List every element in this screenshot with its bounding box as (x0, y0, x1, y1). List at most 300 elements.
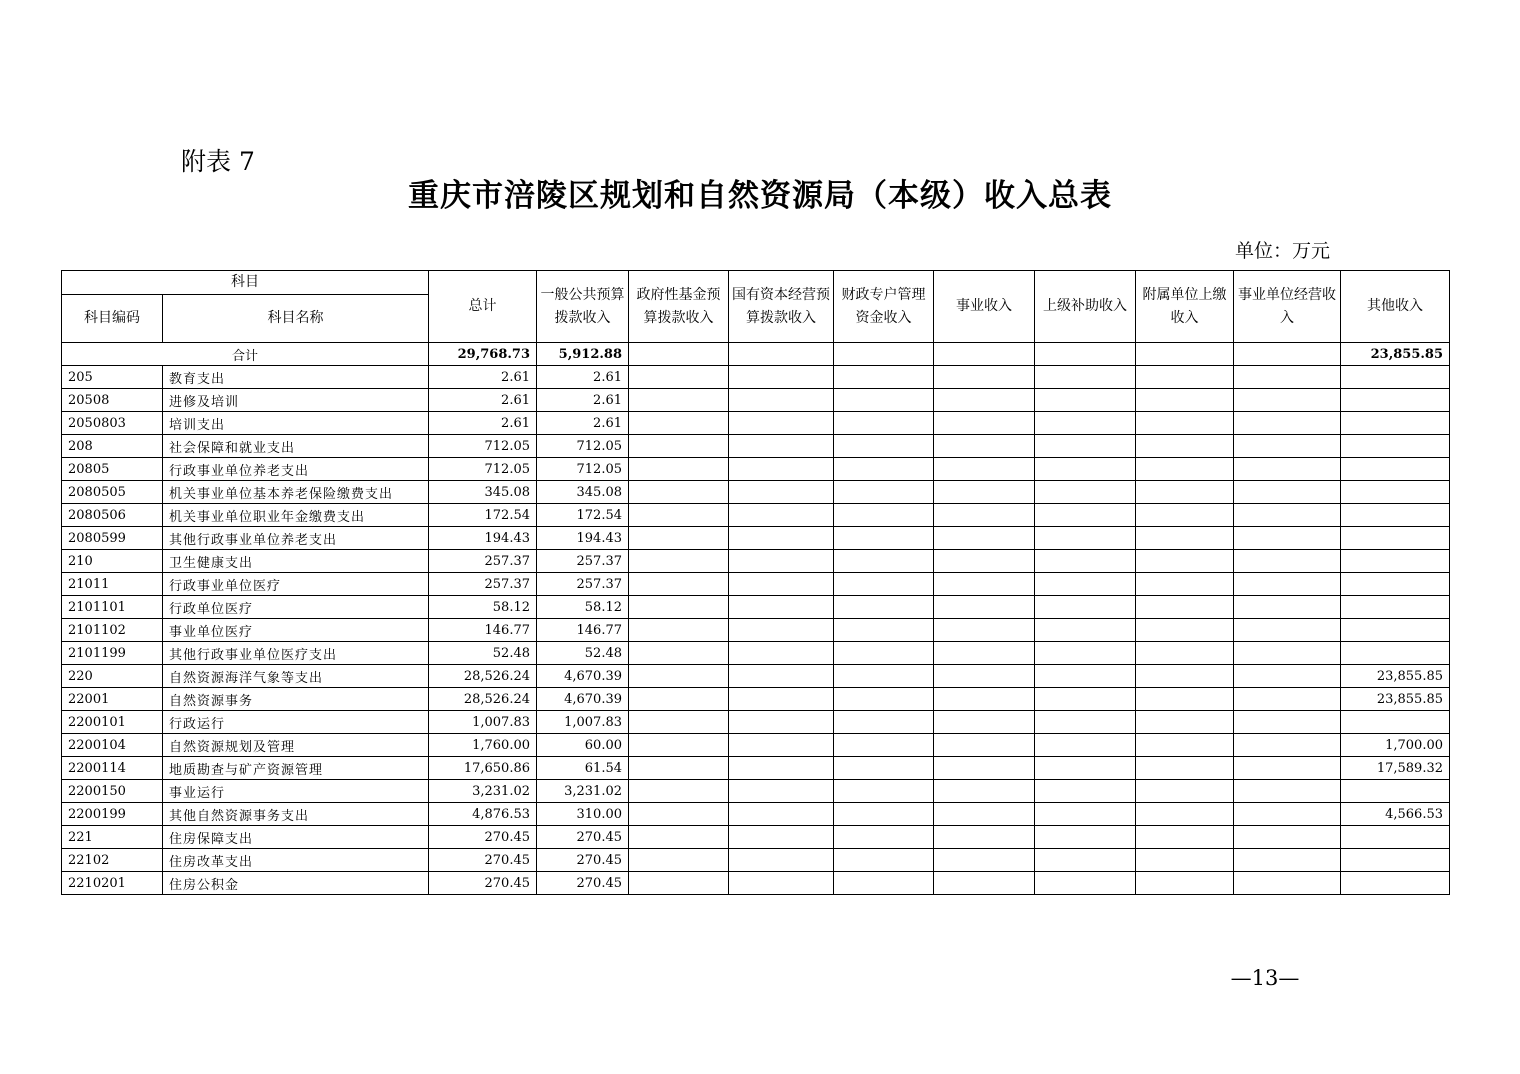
cell-state-capital (729, 688, 834, 711)
cell-state-capital (729, 642, 834, 665)
cell-affiliated (1136, 550, 1234, 573)
cell-name: 事业单位医疗 (163, 619, 429, 642)
cell-affiliated (1136, 711, 1234, 734)
cell-state-capital (729, 826, 834, 849)
table-row (62, 481, 1450, 504)
cell-general: 146.77 (537, 619, 629, 642)
cell-subsidy (1035, 757, 1136, 780)
cell-code: 22001 (62, 688, 163, 711)
cell-fund (629, 757, 729, 780)
total-label: 合计 (62, 343, 429, 366)
cell-code: 2101102 (62, 619, 163, 642)
cell-general: 257.37 (537, 550, 629, 573)
cell-general: 4,670.39 (537, 688, 629, 711)
cell-code: 208 (62, 435, 163, 458)
cell-operating (1234, 826, 1341, 849)
cell-fund (629, 826, 729, 849)
col-total: 总计 (429, 271, 537, 343)
col-subject: 科目 (62, 271, 429, 295)
cell-other: 23,855.85 (1341, 665, 1450, 688)
cell-business (934, 780, 1035, 803)
cell-other (1341, 711, 1450, 734)
cell-total: 257.37 (429, 550, 537, 573)
cell-business (934, 826, 1035, 849)
cell-fund (629, 504, 729, 527)
total-affiliated (1136, 343, 1234, 366)
cell-code: 2080599 (62, 527, 163, 550)
total-total: 29,768.73 (429, 343, 537, 366)
cell-fund (629, 665, 729, 688)
cell-subsidy (1035, 435, 1136, 458)
cell-business (934, 550, 1035, 573)
cell-fund (629, 596, 729, 619)
cell-special (834, 872, 934, 895)
cell-total: 1,007.83 (429, 711, 537, 734)
cell-special (834, 642, 934, 665)
cell-subsidy (1035, 573, 1136, 596)
cell-special (834, 458, 934, 481)
cell-affiliated (1136, 596, 1234, 619)
cell-general: 270.45 (537, 872, 629, 895)
table-row (62, 458, 1450, 481)
cell-name: 其他行政事业单位养老支出 (163, 527, 429, 550)
cell-fund (629, 619, 729, 642)
cell-special (834, 803, 934, 826)
cell-special (834, 757, 934, 780)
cell-code: 2200101 (62, 711, 163, 734)
cell-general: 4,670.39 (537, 665, 629, 688)
cell-other (1341, 481, 1450, 504)
cell-state-capital (729, 527, 834, 550)
cell-name: 住房保障支出 (163, 826, 429, 849)
cell-other: 23,855.85 (1341, 688, 1450, 711)
cell-state-capital (729, 619, 834, 642)
cell-other (1341, 366, 1450, 389)
col-operating: 事业单位经营收入 (1234, 271, 1341, 343)
cell-general: 712.05 (537, 435, 629, 458)
col-subsidy: 上级补助收入 (1035, 271, 1136, 343)
cell-state-capital (729, 780, 834, 803)
cell-subsidy (1035, 688, 1136, 711)
cell-other: 4,566.53 (1341, 803, 1450, 826)
cell-affiliated (1136, 872, 1234, 895)
cell-total: 270.45 (429, 849, 537, 872)
cell-other (1341, 872, 1450, 895)
cell-total: 712.05 (429, 435, 537, 458)
cell-business (934, 849, 1035, 872)
cell-fund (629, 573, 729, 596)
cell-business (934, 642, 1035, 665)
cell-name: 卫生健康支出 (163, 550, 429, 573)
cell-other (1341, 458, 1450, 481)
cell-affiliated (1136, 642, 1234, 665)
table-row (62, 734, 1450, 757)
unit-label: 单位：万元 (1234, 240, 1330, 262)
cell-total: 3,231.02 (429, 780, 537, 803)
col-name: 科目名称 (163, 295, 429, 343)
cell-fund (629, 435, 729, 458)
cell-operating (1234, 849, 1341, 872)
cell-other (1341, 550, 1450, 573)
cell-name: 机关事业单位职业年金缴费支出 (163, 504, 429, 527)
cell-operating (1234, 711, 1341, 734)
cell-total: 1,760.00 (429, 734, 537, 757)
cell-affiliated (1136, 504, 1234, 527)
cell-other: 1,700.00 (1341, 734, 1450, 757)
cell-other (1341, 573, 1450, 596)
cell-other (1341, 642, 1450, 665)
cell-name: 自然资源规划及管理 (163, 734, 429, 757)
col-other: 其他收入 (1341, 271, 1450, 343)
cell-total: 257.37 (429, 573, 537, 596)
table-row (62, 412, 1450, 435)
cell-affiliated (1136, 826, 1234, 849)
cell-affiliated (1136, 435, 1234, 458)
cell-subsidy (1035, 872, 1136, 895)
cell-total: 17,650.86 (429, 757, 537, 780)
cell-business (934, 596, 1035, 619)
col-affiliated: 附属单位上缴收入 (1136, 271, 1234, 343)
cell-total: 2.61 (429, 389, 537, 412)
cell-operating (1234, 619, 1341, 642)
cell-business (934, 734, 1035, 757)
table-row (62, 872, 1450, 895)
cell-name: 教育支出 (163, 366, 429, 389)
cell-subsidy (1035, 734, 1136, 757)
cell-name: 事业运行 (163, 780, 429, 803)
cell-name: 自然资源事务 (163, 688, 429, 711)
cell-code: 2200150 (62, 780, 163, 803)
cell-total: 172.54 (429, 504, 537, 527)
cell-total: 270.45 (429, 826, 537, 849)
cell-subsidy (1035, 596, 1136, 619)
cell-code: 2101199 (62, 642, 163, 665)
cell-special (834, 619, 934, 642)
cell-name: 其他自然资源事务支出 (163, 803, 429, 826)
cell-code: 2080506 (62, 504, 163, 527)
cell-code: 20805 (62, 458, 163, 481)
cell-business (934, 527, 1035, 550)
cell-general: 712.05 (537, 458, 629, 481)
cell-fund (629, 366, 729, 389)
table-row (62, 366, 1450, 389)
cell-fund (629, 711, 729, 734)
cell-code: 2200104 (62, 734, 163, 757)
cell-special (834, 366, 934, 389)
cell-name: 行政事业单位养老支出 (163, 458, 429, 481)
cell-state-capital (729, 711, 834, 734)
cell-operating (1234, 596, 1341, 619)
col-business: 事业收入 (934, 271, 1035, 343)
cell-subsidy (1035, 527, 1136, 550)
table-row (62, 826, 1450, 849)
cell-affiliated (1136, 803, 1234, 826)
cell-total: 712.05 (429, 458, 537, 481)
cell-business (934, 481, 1035, 504)
cell-name: 其他行政事业单位医疗支出 (163, 642, 429, 665)
cell-subsidy (1035, 711, 1136, 734)
cell-code: 2200199 (62, 803, 163, 826)
cell-operating (1234, 734, 1341, 757)
cell-general: 58.12 (537, 596, 629, 619)
cell-general: 60.00 (537, 734, 629, 757)
cell-special (834, 550, 934, 573)
cell-code: 2200114 (62, 757, 163, 780)
cell-other: 17,589.32 (1341, 757, 1450, 780)
attachment-label: 附表 7 (181, 147, 255, 176)
cell-fund (629, 481, 729, 504)
cell-total: 52.48 (429, 642, 537, 665)
cell-operating (1234, 527, 1341, 550)
cell-subsidy (1035, 389, 1136, 412)
cell-code: 2210201 (62, 872, 163, 895)
cell-general: 1,007.83 (537, 711, 629, 734)
cell-special (834, 849, 934, 872)
cell-code: 2080505 (62, 481, 163, 504)
cell-subsidy (1035, 665, 1136, 688)
cell-general: 61.54 (537, 757, 629, 780)
cell-general: 2.61 (537, 412, 629, 435)
table-row (62, 550, 1450, 573)
cell-special (834, 780, 934, 803)
cell-affiliated (1136, 366, 1234, 389)
total-general: 5,912.88 (537, 343, 629, 366)
table-row (62, 803, 1450, 826)
cell-operating (1234, 757, 1341, 780)
cell-special (834, 688, 934, 711)
cell-special (834, 665, 934, 688)
cell-subsidy (1035, 619, 1136, 642)
cell-business (934, 573, 1035, 596)
cell-general: 257.37 (537, 573, 629, 596)
col-code: 科目编码 (62, 295, 163, 343)
table-row (62, 665, 1450, 688)
cell-affiliated (1136, 527, 1234, 550)
cell-business (934, 412, 1035, 435)
cell-general: 270.45 (537, 849, 629, 872)
cell-state-capital (729, 366, 834, 389)
cell-total: 28,526.24 (429, 665, 537, 688)
cell-code: 20508 (62, 389, 163, 412)
cell-affiliated (1136, 757, 1234, 780)
cell-business (934, 872, 1035, 895)
table-body (62, 343, 1450, 895)
cell-operating (1234, 458, 1341, 481)
cell-special (834, 573, 934, 596)
cell-name: 地质勘查与矿产资源管理 (163, 757, 429, 780)
cell-fund (629, 389, 729, 412)
total-subsidy (1035, 343, 1136, 366)
cell-code: 210 (62, 550, 163, 573)
cell-special (834, 435, 934, 458)
cell-business (934, 366, 1035, 389)
cell-state-capital (729, 596, 834, 619)
cell-operating (1234, 872, 1341, 895)
cell-operating (1234, 504, 1341, 527)
cell-state-capital (729, 435, 834, 458)
cell-name: 行政单位医疗 (163, 596, 429, 619)
cell-fund (629, 458, 729, 481)
cell-other (1341, 849, 1450, 872)
cell-general: 345.08 (537, 481, 629, 504)
cell-state-capital (729, 458, 834, 481)
cell-other (1341, 619, 1450, 642)
cell-general: 172.54 (537, 504, 629, 527)
cell-code: 205 (62, 366, 163, 389)
cell-general: 310.00 (537, 803, 629, 826)
table-row (62, 504, 1450, 527)
total-state-capital (729, 343, 834, 366)
page-title: 重庆市涪陵区规划和自然资源局（本级）收入总表 (408, 178, 1112, 214)
cell-state-capital (729, 803, 834, 826)
cell-operating (1234, 780, 1341, 803)
col-fund: 政府性基金预算拨款收入 (629, 271, 729, 343)
cell-other (1341, 596, 1450, 619)
cell-general: 194.43 (537, 527, 629, 550)
cell-fund (629, 803, 729, 826)
table-row (62, 757, 1450, 780)
cell-general: 270.45 (537, 826, 629, 849)
col-special: 财政专户管理资金收入 (834, 271, 934, 343)
cell-state-capital (729, 412, 834, 435)
cell-general: 3,231.02 (537, 780, 629, 803)
cell-operating (1234, 435, 1341, 458)
cell-operating (1234, 481, 1341, 504)
cell-total: 345.08 (429, 481, 537, 504)
total-fund (629, 343, 729, 366)
cell-name: 行政事业单位医疗 (163, 573, 429, 596)
table-row (62, 780, 1450, 803)
cell-subsidy (1035, 458, 1136, 481)
cell-affiliated (1136, 734, 1234, 757)
cell-total: 58.12 (429, 596, 537, 619)
cell-affiliated (1136, 619, 1234, 642)
cell-subsidy (1035, 642, 1136, 665)
cell-operating (1234, 688, 1341, 711)
cell-name: 社会保障和就业支出 (163, 435, 429, 458)
cell-operating (1234, 389, 1341, 412)
cell-code: 221 (62, 826, 163, 849)
cell-fund (629, 527, 729, 550)
total-special (834, 343, 934, 366)
total-other: 23,855.85 (1341, 343, 1450, 366)
cell-code: 2101101 (62, 596, 163, 619)
total-operating (1234, 343, 1341, 366)
cell-name: 培训支出 (163, 412, 429, 435)
cell-name: 住房改革支出 (163, 849, 429, 872)
cell-affiliated (1136, 665, 1234, 688)
cell-special (834, 389, 934, 412)
cell-name: 机关事业单位基本养老保险缴费支出 (163, 481, 429, 504)
cell-operating (1234, 642, 1341, 665)
cell-state-capital (729, 481, 834, 504)
cell-special (834, 412, 934, 435)
cell-other (1341, 527, 1450, 550)
cell-total: 270.45 (429, 872, 537, 895)
cell-state-capital (729, 573, 834, 596)
cell-other (1341, 389, 1450, 412)
cell-operating (1234, 412, 1341, 435)
cell-business (934, 389, 1035, 412)
cell-state-capital (729, 665, 834, 688)
cell-business (934, 504, 1035, 527)
cell-subsidy (1035, 412, 1136, 435)
cell-total: 2.61 (429, 412, 537, 435)
cell-name: 行政运行 (163, 711, 429, 734)
income-table (61, 270, 1450, 895)
cell-state-capital (729, 734, 834, 757)
total-row (62, 343, 1450, 366)
col-state-capital: 国有资本经营预算拨款收入 (729, 271, 834, 343)
cell-other (1341, 504, 1450, 527)
cell-other (1341, 826, 1450, 849)
cell-affiliated (1136, 780, 1234, 803)
table-row (62, 596, 1450, 619)
table-row (62, 573, 1450, 596)
cell-total: 28,526.24 (429, 688, 537, 711)
cell-fund (629, 849, 729, 872)
table-row (62, 849, 1450, 872)
cell-special (834, 826, 934, 849)
cell-fund (629, 780, 729, 803)
cell-code: 2050803 (62, 412, 163, 435)
cell-business (934, 619, 1035, 642)
cell-special (834, 504, 934, 527)
cell-code: 21011 (62, 573, 163, 596)
cell-total: 146.77 (429, 619, 537, 642)
cell-code: 22102 (62, 849, 163, 872)
cell-subsidy (1035, 481, 1136, 504)
cell-operating (1234, 573, 1341, 596)
cell-special (834, 481, 934, 504)
cell-operating (1234, 550, 1341, 573)
cell-subsidy (1035, 550, 1136, 573)
col-general: 一般公共预算拨款收入 (537, 271, 629, 343)
total-business (934, 343, 1035, 366)
cell-special (834, 596, 934, 619)
cell-operating (1234, 665, 1341, 688)
cell-operating (1234, 366, 1341, 389)
cell-business (934, 458, 1035, 481)
cell-code: 220 (62, 665, 163, 688)
cell-fund (629, 734, 729, 757)
cell-affiliated (1136, 688, 1234, 711)
cell-general: 2.61 (537, 389, 629, 412)
cell-other (1341, 412, 1450, 435)
cell-general: 2.61 (537, 366, 629, 389)
cell-business (934, 711, 1035, 734)
table-row (62, 711, 1450, 734)
cell-state-capital (729, 872, 834, 895)
cell-other (1341, 435, 1450, 458)
cell-operating (1234, 803, 1341, 826)
cell-affiliated (1136, 389, 1234, 412)
cell-subsidy (1035, 849, 1136, 872)
cell-affiliated (1136, 481, 1234, 504)
cell-business (934, 435, 1035, 458)
table-row (62, 527, 1450, 550)
cell-business (934, 665, 1035, 688)
cell-total: 4,876.53 (429, 803, 537, 826)
cell-fund (629, 412, 729, 435)
cell-state-capital (729, 849, 834, 872)
table-row (62, 642, 1450, 665)
cell-subsidy (1035, 826, 1136, 849)
cell-state-capital (729, 550, 834, 573)
cell-subsidy (1035, 366, 1136, 389)
cell-total: 2.61 (429, 366, 537, 389)
cell-special (834, 734, 934, 757)
